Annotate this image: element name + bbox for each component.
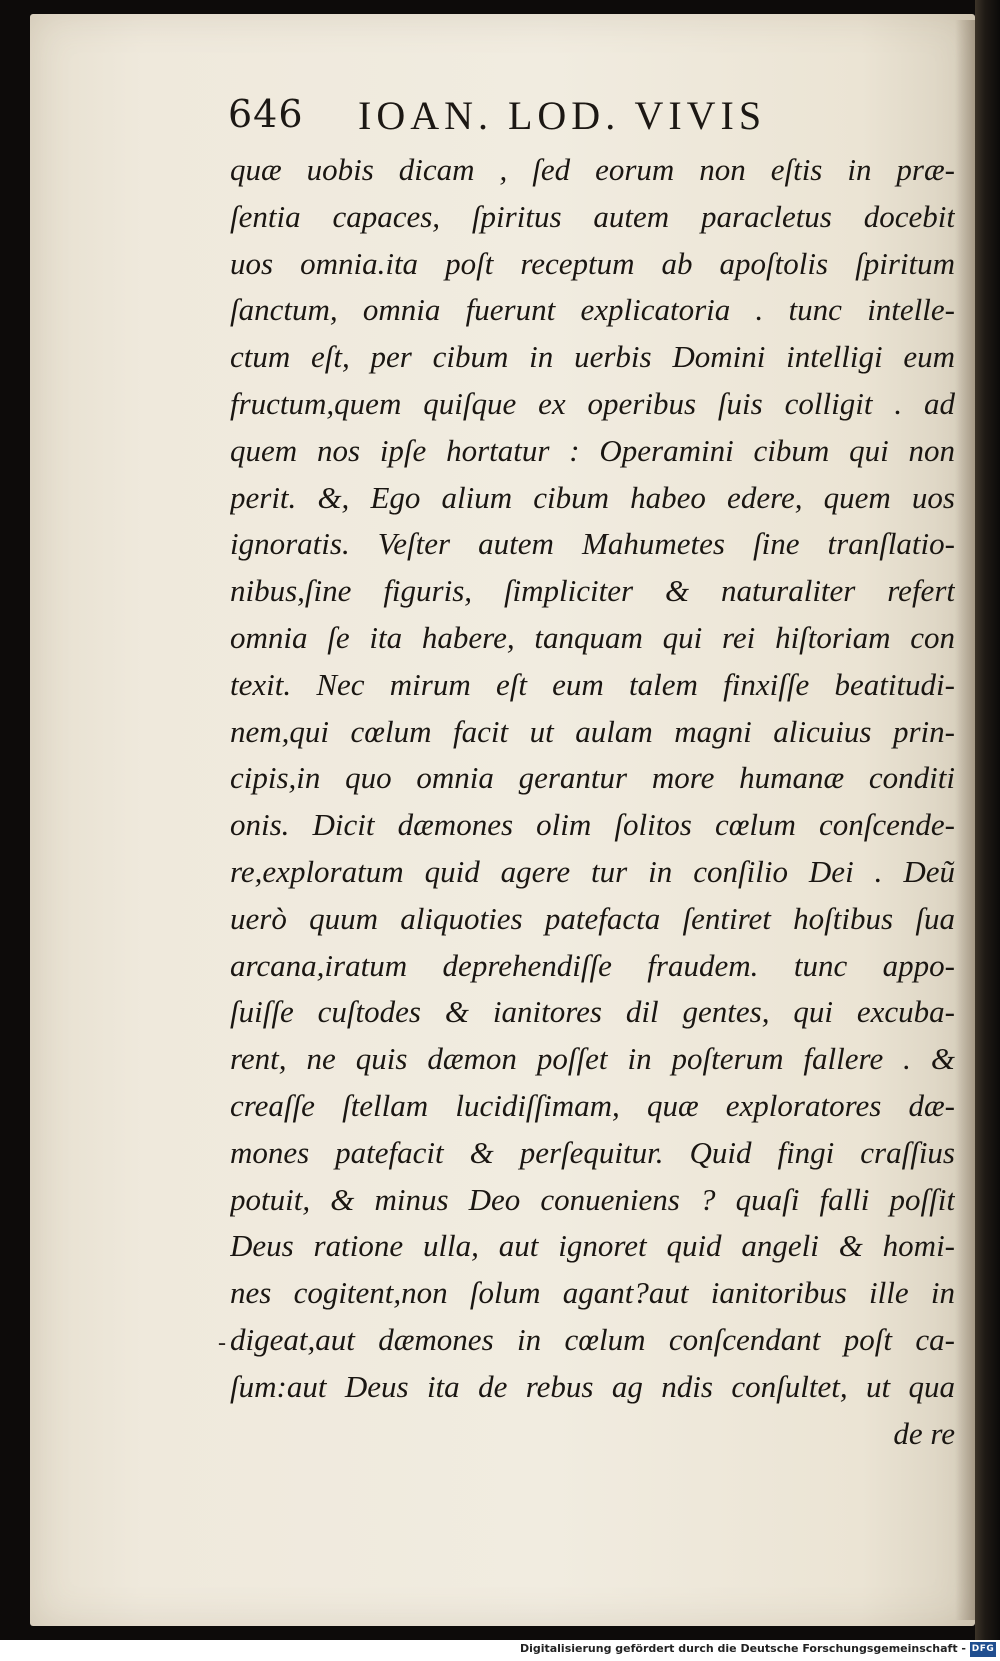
text-line: ſum:aut Deus ita de rebus ag ndis conſultet, ut qua [230, 1368, 955, 1404]
footer-credit: Digitalisierung gefördert durch die Deutsche Forschungsgemeinschaft - [519, 1642, 966, 1655]
text-line: uerò quum aliquoties patefacta ſentiret hoſtibus ſua [230, 900, 955, 936]
text-line: creaſſe ſtellam lucidiſſimam, quæ exploratores dæ- [230, 1087, 955, 1123]
text-line: re,exploratum quid agere tur in conſilio Dei . Deũ [230, 853, 955, 889]
text-line: potuit, & minus Deo conueniens ? quaſi falli poſſit [230, 1181, 955, 1217]
body-text [230, 147, 955, 1457]
book-binding [975, 0, 1000, 1661]
text-line: perit. &, Ego alium cibum habeo edere, quem uos [230, 479, 955, 515]
text-line: uos omnia.ita poſt receptum ab apoſtolis ſpiritum [230, 245, 955, 281]
page-header [228, 92, 948, 142]
page-number: 646 [228, 92, 304, 136]
text-line: ignoratis. Veſter autem Mahumetes ſine tranſlatio- [230, 526, 955, 562]
margin-mark: - [218, 1330, 226, 1356]
text-line: nibus,ſine figuris, ſimpliciter & naturaliter refert [230, 573, 955, 609]
text-line: ſuiſſe cuſtodes & ianitores dil gentes, qui excuba- [230, 994, 955, 1030]
text-line: nem,qui cœlum facit ut aulam magni alicuius prin- [230, 713, 955, 749]
text-line: texit. Nec mirum eſt eum talem finxiſſe beatitudi- [230, 666, 955, 702]
running-head: IOAN. LOD. VIVIS [358, 93, 767, 138]
text-line: omnia ſe ita habere, tanquam qui rei hiſtoriam con [230, 619, 955, 655]
text-line: ctum eſt, per cibum in uerbis Domini intelligi eum [230, 339, 955, 375]
text-line: nes cogitent,non ſolum agant?aut ianitoribus ille in [230, 1275, 955, 1311]
footer-bar [0, 1640, 1000, 1661]
text-line: cipis,in quo omnia gerantur more humanæ conditi [230, 760, 955, 796]
text-line: quem nos ipſe hortatur : Operamini cibum qui non [230, 432, 955, 468]
text-line: rent, ne quis dæmon poſſet in poſterum fallere . & [230, 1041, 955, 1077]
text-line: ſanctum, omnia fuerunt explicatoria . tunc intelle- [230, 292, 955, 328]
text-line: arcana,iratum deprehendiſſe fraudem. tunc appo- [230, 947, 955, 983]
dfg-logo-icon: DFG [970, 1642, 996, 1657]
catchword: de re [893, 1415, 955, 1451]
text-line: mones patefacit & perſequitur. Quid fingi craſſius [230, 1134, 955, 1170]
text-line: onis. Dicit dæmones olim ſolitos cœlum conſcende- [230, 807, 955, 843]
page-gutter-shadow [955, 20, 977, 1620]
text-line: Deus ratione ulla, aut ignoret quid angeli & homi- [230, 1228, 955, 1264]
text-line: digeat,aut dæmones in cœlum conſcendant poſt ca- [230, 1321, 955, 1357]
text-line: fructum,quem quiſque ex operibus ſuis colligit . ad [230, 385, 955, 421]
text-line: quæ uobis dicam , ſed eorum non eſtis in præ- [230, 152, 955, 187]
text-line: ſentia capaces, ſpiritus autem paracletus docebit [230, 198, 955, 234]
